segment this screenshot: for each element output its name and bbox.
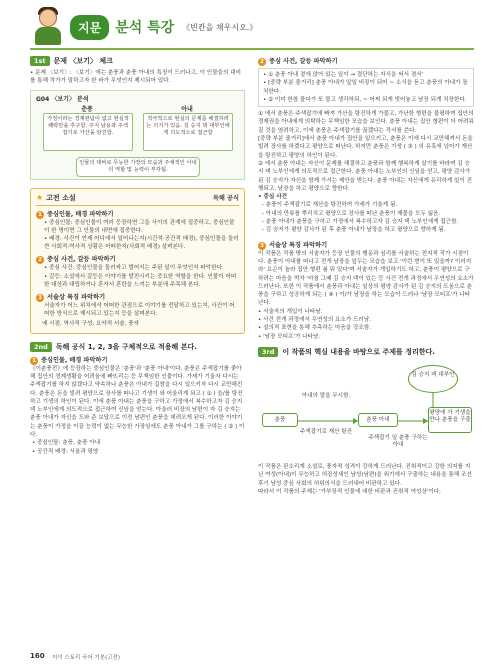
diagram-text-chunpung: 가정이라는 경제관념이 없고 현실적 쾌락만을 추구함. 주지 남용과 주색잡기로 가산을 탕진함. — [47, 115, 129, 136]
classic-novel-box — [30, 188, 245, 334]
diagram-label-wife: 아내 — [181, 105, 193, 113]
novel-item1-b1: • 중심인물: 중심인물이 여러 등장하면 그들 사이의 관계에 집중하고, 중심인물이 한 명이면 그 인물의 내면에 집중한다. — [44, 219, 235, 234]
theme-node-top-right: 평양에 가 기생을 만나 춘풍을 구출 — [428, 407, 472, 433]
theme-node-bottom-right: 주색잡기 일 춘풍 구하는 아내 — [368, 434, 428, 448]
theme-node-left-mid: 아내의 말을 무시함. — [301, 392, 351, 399]
step3-para1: 이 작품은 판소리계 소설로, 풍자적 성격이 강하게 드러난다. 진취적이고 강한 의지를 지닌 여성(아내)이 무능하고 허장성세인 남성(남편)을 위기에서 구출하는 내용을 통해 조선 후기 남성 중심 사회의 허위의식을 드러내어 비판하고 있다. — [258, 463, 472, 487]
step1-intro: • 문제 〈보기〉: 〈보기〉에는 춘풍과 춘풍 아내의 특징이 드러나고, 이 인물들의 대비를 통해 작가가 말하고자 한 바가 무엇인지 제시되어 있다. — [30, 70, 242, 85]
r-item3-b1: • 서술자의 개입이 나타남. — [258, 308, 323, 315]
left-column — [30, 56, 245, 456]
number-3-icon: 3 — [36, 294, 44, 302]
r-item3-para: 이 작품은 작품 밖의 서술자가 등장 인물의 행동과 심리를 서술하는 전지적 작가 시점이다. 춘풍이 아내를 떠나고 전개 남장을 앞두는 모습을 보고 '이런 변이 또 있을까? 이러지라' 요곤이 놀라 집안 형편 봄 뭐 있다'며 서술자가 개입하기도 하고, 춘풍이 평양으로 구하려는 마음을 먹자 '마침 그때 김 승지 댁이 있는 등 사건 전개 과정에서 우연성의 요소가 드러난다. 또한 이 작품에서 춘풍과 아내는 일상의 평양 감사가 된 김 승지의 도움으로 춘풍을 구하고 성공하게 되는 ( ④ ) 이/가 남장을 하는 모습이 드러나 '남장 모티프'가 나타난다. — [258, 250, 474, 307]
novel-item2-b1: • 중심 사건: 중심인물을 둘러싸고 벌어지는 주된 일이 무엇인지 파악한다. — [44, 265, 224, 272]
header-divider — [30, 48, 474, 50]
theme-diagram — [258, 363, 474, 459]
step2-item1-title: 중심인물, 배경 파악하기 — [41, 356, 108, 364]
r-item2-b1: - 춘풍이 주색잡기로 재산을 탕진하여 가세가 기울게 됨. — [262, 202, 398, 209]
diagram-text-result: 인물의 대비로 무능한 가장의 모습과 주체적인 아내의 역할 및 능력이 부각됨. — [79, 159, 197, 173]
diagram-text-wife: 적극적으로 현실의 문제를 해결하려는 의지가 있음. 김 승지 댁 대부인에게 의도적으로 접근함 — [146, 115, 230, 136]
header-title: 분석 특강 — [115, 20, 175, 36]
page-number: 160 — [30, 652, 45, 660]
novel-item1-b2: • 배경: 사건이 언제 어디에서 일어나는지(시간적·공간적 배경), 중심인물을 둘러싼 사회적·역사적 상황은 어떠한지(사회적 배경) 살펴본다. — [44, 236, 239, 251]
r-item2-b-title: • 중심 사건 — [258, 194, 288, 201]
r-item2-para2: [중략 부분 줄거리]에서 춘풍 아내가 집안을 일으키고, 춘풍은 이에 다시 교만해져서 돈을 빌려 장사를 하겠다고 평양으로 떠난다. 하지만 춘풍은 기생 ( ③ ) 의 유혹에 넘어가 재산을 탕진하고 평양의 하인이 된다. — [258, 136, 473, 159]
step2-b1: • 중심인물: 춘풍, 춘풍 아내 — [32, 440, 101, 447]
step3-title: 이 작품의 핵심 내용을 바탕으로 주제를 정리한다. — [282, 347, 435, 356]
step1-heading — [30, 56, 245, 66]
number-1-icon: 1 — [30, 357, 38, 365]
novel-box-label: 독해 공식 — [212, 195, 239, 203]
step2-tag: 2nd — [30, 342, 52, 352]
r-item3-b3: • 설의적 표현을 통해 추측하는 마음을 강조함. — [258, 325, 372, 332]
r-item2-line3: • ② 이미 한참 물다가 또 물고 생각하되, ~ 어찌 되게 빗어놓고 남장 되게 치장한다. — [263, 96, 467, 103]
r-item2-quote-box — [258, 68, 474, 107]
r-item2-title: 중심 사건, 갈등 파악하기 — [269, 58, 338, 65]
step2-heading — [30, 342, 245, 352]
theme-node-chunpung: 춘풍 — [262, 413, 298, 427]
theme-node-kim: 김 승지 댁 대부인 — [408, 365, 458, 393]
bogi-diagram-title: G04 〈보기〉 분석 — [36, 95, 89, 103]
novel-item2-title: 중심 사건, 갈등 파악하기 — [47, 256, 116, 264]
teacher-illustration — [30, 7, 66, 47]
r-item2-line2: • [중략 부분 줄거리] 춘풍 아내가 앞일 비장이 되어 ~ 소식을 듣고 춘풍의 아내가 돌처한다. — [263, 80, 468, 95]
star-icon: ★ — [36, 193, 44, 203]
number-2-icon: 2 — [258, 58, 266, 66]
step1-title: 문제 〈보기〉 체크 — [53, 57, 113, 65]
bogi-diagram — [30, 90, 245, 180]
r-item3-title: 서술상 특징 파악하기 — [269, 241, 328, 249]
diagram-label-chunpung: 춘풍 — [81, 105, 93, 113]
step1-tag: 1st — [30, 56, 50, 66]
step2-b2: • 공간적 배경: 서울과 평양 — [32, 448, 99, 455]
header — [30, 6, 257, 48]
step2-title: 독해 공식 1, 2, 3을 구체적으로 적용해 본다. — [55, 342, 197, 351]
header-subtitle: 《빈칸을 채우시오.》 — [182, 22, 258, 32]
step3-para2: 따라서 이 작품의 주제는 '가부장적 인물에 대한 비판과 진취적 여성상'이다. — [258, 488, 441, 495]
r-item2-para3: ② 에서 춘풍 아내는 자신이 문제를 해결하고 춘풍과 함께 행복하게 살기를 바라며 김 승지 댁 노부인에게 의도적으로 접근한다. 춘풍 아내는 노부인의 신임을 얻고, 평양 감사가 된 김 승지가 자신을 함께 가서는 제안을 받는다. 춘풍 아내는 자신에게 유리하게 일이 진행되고, 남장을 하고 평양으로 향한다. — [258, 160, 473, 192]
r-item2-para1: ① 에서 춘풍은 주색잡기에 빠져 가산을 탕진하게 가불고, 가난한 형편을 불평하며 집안의 경제권을 아내에게 의탁하는 무책임한 모습을 보인다. 춘풍 아내는 집안 형편이 더 어려워질 것을 염려하고, 이에 춘풍은 주색잡기를 끊겠다는 각서를 쓴다. — [258, 111, 474, 134]
step3-heading — [258, 347, 474, 357]
number-1-icon: 1 — [36, 211, 44, 219]
theme-node-bottom-mid: 주색잡기로 재산 탕진 — [299, 428, 353, 435]
novel-item2-b2: • 갈등: 소설에서 갈등은 이야기를 발전시키는 중요한 역할을 한다. 인물이 어떠한 대상과 대립하거나 혼자서 혼란을 느끼는 부분에 주목해 본다. — [44, 273, 237, 288]
theme-node-wife: 춘풍 아내 — [358, 413, 398, 427]
novel-item3-b1: 서술자가 어느 위치에서 어떠한 관점으로 이야기를 전달하고 있는지, 사건이 어떠한 방식으로 제시되고 있는지 등을 살펴본다. — [44, 303, 235, 318]
r-item3-b2: • 사건 전개 과정에서 우연성의 요소가 드러남. — [258, 317, 372, 324]
book-title: 지이 스토리 국어 기본(고전) — [52, 655, 120, 661]
r-item2-line1: • ① 춘풍 아내 곁에 앉아 있는 일이 → 결단하는 자식을 써서 겸서' — [263, 72, 424, 78]
novel-box-title: 고전 소설 — [46, 193, 76, 202]
novel-example: 예 시점, 역사적 구성, 요약적 서술, 풍자 — [42, 321, 140, 328]
r-item2-b4: - 김 승지가 평양 감사가 된 후 춘풍 아내가 남장을 하고 평양으로 향하게 됨. — [262, 227, 446, 234]
r-item3-b4: • '남장 모티프'가 나타남. — [258, 333, 321, 340]
number-3-icon: 3 — [258, 242, 266, 250]
header-badge: 지문 — [70, 15, 109, 40]
r-item2-b2: - 아내의 만류를 뿌리치고 평양으로 장사를 떠난 춘풍이 재물을 모두 잃음. — [262, 210, 441, 217]
r-item2-b3: - 춘풍 아내가 춘풍을 구하고 가정에서 복수하고자 김 승지 댁 노부인에게 접근함. — [262, 219, 459, 226]
novel-item3-title: 서술상 특징 파악하기 — [47, 294, 106, 302]
number-2-icon: 2 — [36, 256, 44, 264]
right-column — [258, 56, 474, 496]
step2-paragraph: 《이춘풍전》에 등장하는 중심인물은 '춘풍'과 '춘풍 아내'이다. 춘풍은 주색잡기를 좋아해 집안의 경제생활을 어려움에 빠뜨리는 등 무책임한 인물이다. 가세가 기울자 다시는 주색잡기를 하지 않겠다고 약속하나 춘풍은 아내가 길쌈을 다시 일으키자 다시 교만해진다. 춘풍은 돈을 빌려 평양으로 장사를 떠나고 기생이 와 어울리게 되고 ( ① ) 을/를 탕진하고 기생의 하인이 된다. 이에 춘풍 아내는 춘풍을 구하고 가정에서 복수하고자 김 승지 댁 노부인에게 의도적으로 접근하여 신임을 얻는다. 아울러 비장의 남편이 자 김 승지는 춘풍 아내가 자신을 도와 준 보답으로 이전 남편인 춘풍을 데려오게 된다. 이러한 이야기는 춘풍이 가정을 이끌 능력이 없는 무능한 가장임에도 춘풍 아내가 그를 구하는 ( ② ) 이다. — [30, 365, 245, 438]
step3-tag: 3rd — [258, 347, 278, 357]
novel-item1-title: 중심인물, 배경 파악하기 — [47, 210, 114, 218]
